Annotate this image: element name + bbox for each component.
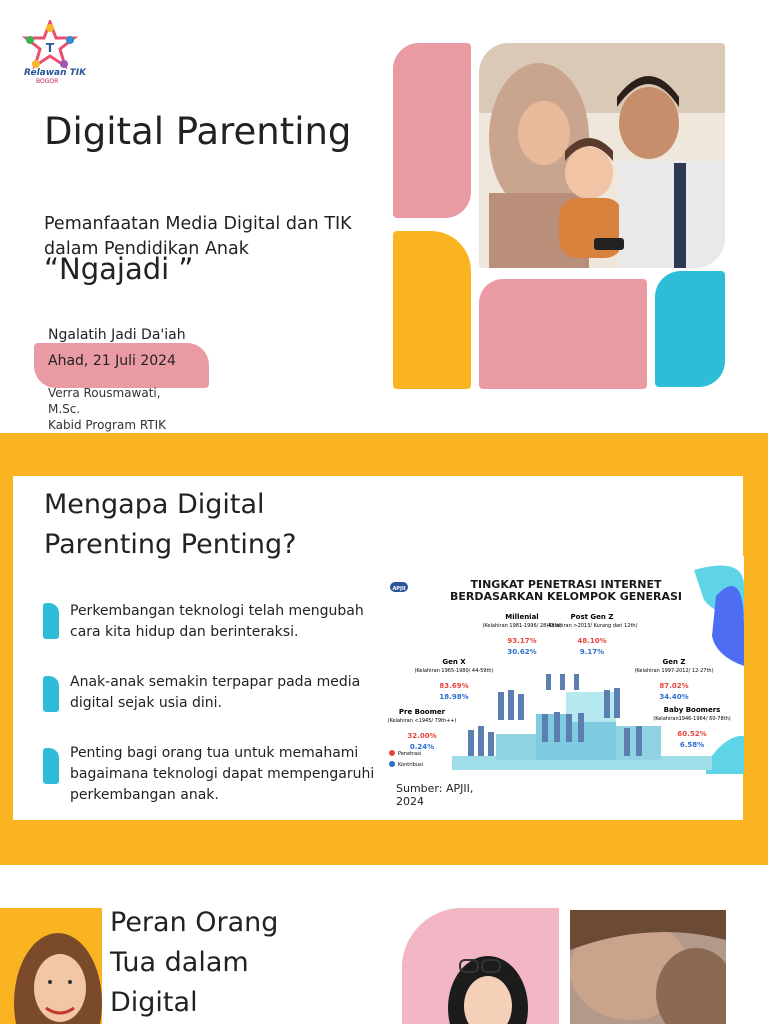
slide3-title: Peran Orang Tua dalam Digital <box>110 907 279 1018</box>
bullet-text-2: Anak-anak semakin terpapar pada media digital sejak usia dini. <box>70 674 361 711</box>
decor-block-yellow <box>393 231 471 389</box>
event-date: Ahad, 21 Juli 2024 <box>48 353 176 369</box>
bullet-marker-3 <box>43 748 59 784</box>
svg-text:(Kelahiran 1965-1980/ 44-59th): (Kelahiran 1965-1980/ 44-59th) <box>414 668 494 674</box>
legend-penetration: Penetrasi <box>398 751 422 757</box>
svg-text:32.00%: 32.00% <box>407 732 437 740</box>
svg-text:18.98%: 18.98% <box>439 693 469 701</box>
slide1-title: Digital Parenting <box>44 110 352 153</box>
svg-text:Gen X: Gen X <box>442 658 466 666</box>
svg-text:6.58%: 6.58% <box>679 741 705 749</box>
bullet-text-3: Penting bagi orang tua untuk memahami bagaimana teknologi dapat mempengaruhi perkembangan anak. <box>70 745 375 803</box>
svg-text:48.10%: 48.10% <box>577 637 607 645</box>
svg-text:(Kelahiran 1981-1996/ 28-43th): (Kelahiran 1981-1996/ 28-43th) <box>482 623 562 629</box>
svg-text:83.69%: 83.69% <box>439 682 469 690</box>
slide1-tagline: “Ngajadi ” <box>44 252 194 286</box>
svg-text:Baby Boomers: Baby Boomers <box>663 706 721 714</box>
slide2-title: Mengapa Digital Parenting Penting? <box>44 489 297 560</box>
svg-text:(Kelahiran 1997-2012/ 12-27th): (Kelahiran 1997-2012/ 12-27th) <box>634 668 714 674</box>
bullet-text-1: Perkembangan teknologi telah mengubah cara kita hidup dan berinteraksi. <box>70 603 364 640</box>
svg-text:Millenial: Millenial <box>505 613 539 621</box>
girl-photo <box>402 908 559 1024</box>
slide1-subtitle: Pemanfaatan Media Digital dan TIK dalam Pendidikan Anak <box>44 214 352 259</box>
infog-title-1: TINGKAT PENETRASI INTERNET <box>470 578 662 591</box>
family-photo <box>479 43 725 268</box>
apjii-infographic <box>386 556 744 774</box>
speaker-name: Verra Rousmawati, M.Sc. <box>48 386 161 416</box>
svg-text:60.52%: 60.52% <box>677 730 707 738</box>
logo-region: BOGOR <box>36 78 59 85</box>
svg-text:87.02%: 87.02% <box>659 682 689 690</box>
svg-text:T: T <box>45 41 55 55</box>
svg-text:0.24%: 0.24% <box>409 743 435 751</box>
svg-text:30.62%: 30.62% <box>507 648 537 656</box>
decor-block-pink-bottom <box>479 279 647 389</box>
svg-text:(Kelahiran <1945/ 79th++): (Kelahiran <1945/ 79th++) <box>387 718 457 724</box>
svg-text:9.17%: 9.17% <box>579 648 605 656</box>
woman-photo <box>0 908 102 1024</box>
bullet-marker-2 <box>43 676 59 712</box>
svg-text:Post Gen Z: Post Gen Z <box>570 613 614 621</box>
svg-text:Gen Z: Gen Z <box>662 658 686 666</box>
speaker-role: Kabid Program RTIK <box>48 418 167 432</box>
event-name: Ngalatih Jadi Da'iah <box>48 327 186 343</box>
decor-block-pink <box>393 43 471 218</box>
infog-title-2: BERDASARKAN KELOMPOK GENERASI <box>450 590 682 603</box>
speaker-info <box>48 385 188 433</box>
infog-org: APJII <box>392 586 406 592</box>
bullet-marker-1 <box>43 603 59 639</box>
logo-text: Relawan TIK <box>24 68 87 78</box>
svg-text:(Kelahiran >2013/ Kurang dari: (Kelahiran >2013/ Kurang dari 12th) <box>546 623 638 629</box>
svg-text:Pre Boomer: Pre Boomer <box>398 708 446 716</box>
svg-text:34.40%: 34.40% <box>659 693 689 701</box>
parent-child-photo <box>570 910 726 1024</box>
svg-text:(Kelahiran1946-1964/ 60-78th): (Kelahiran1946-1964/ 60-78th) <box>653 716 731 722</box>
decor-block-cyan <box>655 271 725 387</box>
infographic-source: Sumber: APJII, 2024 <box>396 782 474 808</box>
legend-contribution: Kontribusi <box>398 762 423 768</box>
svg-text:93.17%: 93.17% <box>507 637 537 645</box>
